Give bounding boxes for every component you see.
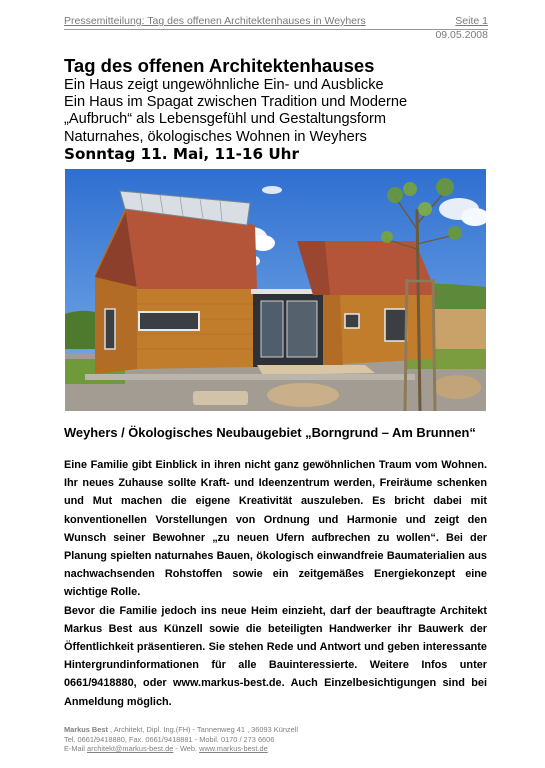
footer-web-link[interactable]: www.markus-best.de (199, 744, 268, 753)
subheadline: Ein Haus zeigt ungewöhnliche Ein- und Ausblicke (64, 77, 384, 93)
subheadlines (64, 77, 407, 146)
footer-line-1 (64, 725, 298, 735)
footer-line-2: Tel. 0661/9418880, Fax. 0661/9418881 - Mobil. 0170 / 273 6606 (64, 734, 275, 744)
subheadline: Ein Haus im Spagat zwischen Tradition und Moderne (64, 94, 408, 111)
header-date: 09.05.2008 (435, 29, 488, 41)
footer-address: , Architekt, Dipl. Ing.(FH) - Tannenweg 41 , 36093 Künzell (107, 725, 299, 734)
body-text (64, 456, 487, 711)
window (139, 312, 199, 330)
subheadline: „Aufbruch“ als Lebensgefühl und Gestaltungsform (64, 111, 387, 128)
subheadline: Naturnahes, ökologisches Wohnen in Weyhers (64, 128, 367, 145)
gravel-path (85, 374, 415, 380)
page-footer (64, 725, 298, 754)
headline: Tag des offenen Architektenhauses (64, 55, 375, 76)
window (345, 314, 359, 328)
paragraph: Bevor die Familie jedoch ins neue Heim einzieht, darf der beauftragte Architekt Markus Best aus Künzell sowie die beteiligten Handwerker ihr Bauwerk der Öffentlichkeit präsentieren. Sie stehen Rede und Antwort und geben interessante Hintergrundinformationen für alle Bauinteressierte. Weitere Infos unter 0661/9418880, oder www.markus-best.de. Auch Einzelbesichtigungen sind bei Anmeldung möglich. (64, 604, 487, 708)
cloud (262, 186, 282, 194)
sandstone-block (193, 391, 248, 405)
section-heading: Weyhers / Ökologisches Neubaugebiet „Borngrund – Am Brunnen“ (64, 425, 476, 440)
sandstone-block (433, 375, 481, 399)
header-title: Pressemitteilung: Tag des offenen Architektenhauses in Weyhers (64, 15, 366, 27)
footer-web-prefix: - Web. (173, 744, 200, 753)
event-date: Sonntag 11. Mai, 11-16 Uhr (64, 145, 299, 163)
footer-name: Markus Best (64, 725, 108, 734)
footer-email-link[interactable]: architekt@markus-best.de (87, 744, 174, 753)
footer-line-3 (64, 744, 298, 754)
page-header (64, 15, 488, 30)
window (105, 309, 115, 349)
glass-door (261, 301, 283, 357)
sandstone-block (267, 383, 339, 407)
paragraph: Eine Familie gibt Einblick in ihren nicht ganz gewöhnlichen Traum vom Wohnen. Ihr neues Zuhause sollte Kraft- und Ideenzentrum werden, Freiräume schenken und Mut machen die eigene Kreativität auszuleben. Es bricht dabei mit konventionellen Vorstellungen von Ordnung und Harmonie und zeigt den Wunsch seiner Bewohner „zu neuen Ufern aufbrechen zu wollen“. Bei der Planung spielten naturnahes Bauen, ökologisch einwandfreie Baumaterialien aus nachwachsenden Rohstoffen sowie ein zeitgemäßes Energiekonzept eine wichtige Rolle. (64, 459, 487, 599)
window (385, 309, 407, 341)
glass-window (287, 301, 317, 357)
house-illustration (65, 169, 486, 411)
footer-email-prefix: E-Mail (64, 744, 87, 753)
header-page-number: Seite 1 (455, 15, 488, 27)
house-photo (65, 169, 486, 411)
